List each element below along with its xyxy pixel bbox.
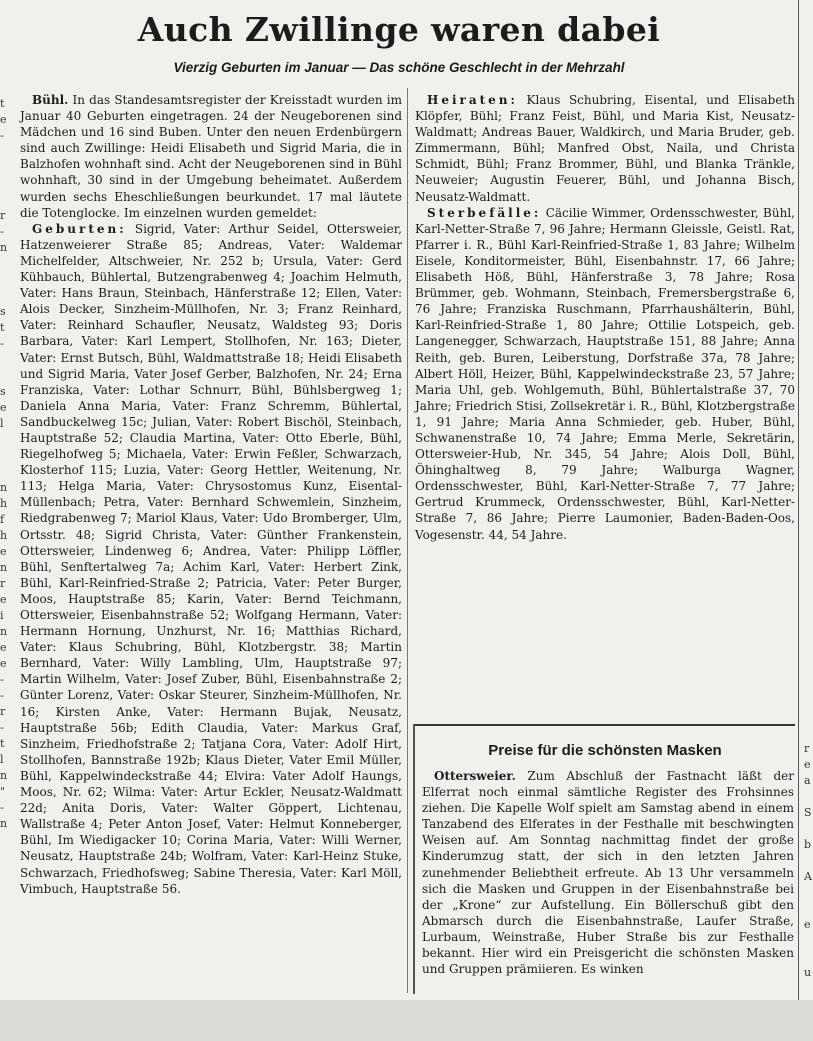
edge-letter: S — [804, 806, 812, 819]
article-column-right — [415, 92, 795, 543]
sidebar-rule-vertical — [413, 724, 415, 994]
edge-letter: e — [0, 113, 7, 126]
edge-letter: b — [804, 838, 812, 851]
births-paragraph — [20, 221, 402, 897]
edge-letter: r — [804, 742, 810, 755]
edge-letter: n — [0, 481, 8, 494]
edge-letter: - — [0, 225, 4, 238]
sidebar-article-title: Preise für die schönsten Masken — [488, 742, 722, 759]
subheadline: Vierzig Geburten im Januar — Das schöne Geschlecht in der Mehrzahl — [173, 60, 625, 75]
deaths-paragraph — [415, 205, 795, 543]
marriages-label: Heiraten: — [427, 93, 518, 107]
edge-letter: e — [0, 593, 7, 606]
edge-letter: r — [0, 705, 6, 718]
edge-letter: - — [0, 801, 4, 814]
edge-letter: f — [0, 513, 5, 526]
edge-letter: u — [804, 966, 812, 979]
edge-letter: h — [0, 497, 8, 510]
sidebar-article-body — [422, 768, 794, 977]
edge-letter: " — [0, 785, 6, 798]
edge-letter: i — [0, 609, 4, 622]
edge-letter: n — [0, 769, 8, 782]
edge-letter: - — [0, 689, 4, 702]
intro-paragraph — [20, 92, 402, 221]
edge-letter: a — [804, 774, 811, 787]
edge-letter: n — [0, 625, 8, 638]
edge-letter: - — [0, 721, 4, 734]
edge-letter: A — [804, 870, 812, 883]
edge-letter: e — [804, 758, 811, 771]
edge-letter: - — [0, 337, 4, 350]
births-text: Sigrid, Vater: Arthur Seidel, Ottersweier, Hatzenweierer Straße 85; Andreas, Vater: Waldemar Michelfelder, Altschweier, Nr. 252 b; Ursula, Vater: Gerd Kühbauch, Bühlertal, Butzengrabenweg 4; Joachim Helmuth, Vater: Hans Braun, Steinbach, Hänferstraße 12; Ellen, Vater: Alois Decker, Sinzheim-Müllhofen, Nr. 3; Franz Reinhard, Vater: Reinhard Schaufler, Neusatz, Waldsteg 93; Doris Barbara, Vater: Karl Lempert, Stollhofen, Nr. 163; Dieter, Vater: Ernst Butsch, Bühl, Waldmattstraße 18; Heidi Elisabeth und Sigrid Maria, Vater Josef Gerber, Balzhofen, Nr. 24; Erna Franziska, Vater: Lothar Schnurr, Bühl, Bühlsbergweg 1; Daniela Anna Maria, Vater: Franz Schremm, Bühlertal, Sandbuckelweg 15c; Julian, Vater: Robert Bischöl, Steinbach, Hauptstraße 52; Claudia Martina, Vater: Otto Eberle, Bühl, Riegelhofweg 5; Michaela, Vater: Erwin Feßler, Schwarzach, Klosterhof 115; Luzia, Vater: Georg Hettler, Weitenung, Nr. 113; Helga Maria, Vater: Chrysostomus Kunz, Eisental-Müllenbach; Petra, Vater: Bernhard Schwemlein, Sinzheim, Riedgrabenweg 7; Mariol Klaus, Vater: Udo Bromberger, Ulm, Ortsstr. 48; Sigrid Christa, Vater: Günther Frankenstein, Ottersweier, Lindenweg 6; Andrea, Vater: Philipp Löffler, Bühl, Senftertalweg 7a; Achim Karl, Vater: Herbert Zink, Bühl, Karl-Reinfried-Straße 2; Patricia, Vater: Peter Burger, Moos, Hauptstraße 85; Karin, Vater: Bernd Teichmann, Ottersweier, Eisenbahnstraße 52; Wolfgang Hermann, Vater: Hermann Hornung, Unzhurst, Nr. 16; Matthias Richard, Vater: Klaus Schubring, Bühl, Klotzbergstr. 38; Martin Bernhard, Vater: Willy Lambling, Ulm, Hauptstraße 97; Martin Wilhelm, Vater: Josef Zuber, Bühl, Eisenbahnstraße 2; Günter Lorenz, Vater: Oskar Steurer, Sinzheim-Müllhofen, Nr. 16; Kirsten Anke, Vater: Hermann Bujak, Neusatz, Hauptstraße 56b; Edith Claudia, Vater: Markus Graf, Sinzheim, Friedhofstraße 2; Tatjana Cora, Vater: Adolf Hirt, Stollhofen, Bannstraße 192b; Klaus Dieter, Vater Emil Müller, Bühl, Kappelwindeckstraße 44; Elvira: Vater Adolf Haungs, Moos, Nr. 62; Wilma: Vater: Artur Eckler, Neusatz-Waldmatt 22d; Anita Doris, Vater: Walter Göppert, Lichtenau, Wallstraße 4; Peter Anton Josef, Vater: Helmut Konneberger, Bühl, Im Wiedigacker 10; Corina Maria, Vater: Willi Werner, Neusatz, Hauptstraße 24b; Wolfram, Vater: Karl-Heinz Stuke, Schwarzach, Friedhofsweg; Sabine Theresia, Vater: Karl Möll, Vimbuch, Hauptstraße 56. — [20, 221, 402, 896]
marriages-text: Klaus Schubring, Eisental, und Elisabeth Klöpfer, Bühl; Franz Feist, Bühl, und Maria Kist, Neusatz-Waldmatt; Andreas Bauer, Waldkirch, und Maria Bruder, geb. Zimmermann, Bühl; Manfred Obst, Naila, und Christa Schmidt, Bühl; Franz Brommer, Bühl, und Blanka Tränkle, Neuweier; Augustin Feuerer, Bühl, und Johanna Bisch, Neusatz-Waldmatt. — [415, 93, 795, 204]
edge-letter: - — [0, 673, 4, 686]
column-divider — [407, 88, 408, 993]
sidebar-rule — [415, 724, 795, 726]
edge-letter: e — [0, 641, 7, 654]
left-edge-fragments — [0, 0, 10, 1000]
edge-letter: l — [0, 417, 4, 430]
edge-letter: h — [0, 529, 8, 542]
edge-letter: s — [0, 305, 6, 318]
edge-letter: e — [0, 657, 7, 670]
births-label: Geburten: — [32, 221, 127, 236]
edge-letter: - — [0, 129, 4, 142]
edge-letter: t — [0, 97, 5, 110]
headline: Auch Zwillinge waren dabei — [137, 10, 661, 49]
edge-letter: t — [0, 737, 5, 750]
edge-letter: l — [0, 753, 4, 766]
marriages-paragraph — [415, 92, 795, 205]
dateline: Bühl. — [32, 93, 69, 107]
edge-letter: s — [0, 385, 6, 398]
edge-letter: n — [0, 817, 8, 830]
sidebar-article-text: Zum Abschluß der Fastnacht läßt der Elferrat noch einmal sämtliche Register des Frohsinnes ziehen. Die Kapelle Wolf spielt am Samstag abend in einem Tanzabend des Elferates in der Festhalle mit beschwingten Weisen auf. Am Sonntag nachmittag findet der große Kinderumzug statt, der sich in den letzten Jahren zunehmender Beliebtheit erfreute. Ab 13 Uhr versammeln sich die Masken und Gruppen in der Eisenbahnstraße bei der „Krone“ zur Aufstellung. Ein Böllerschuß gibt den Abmarsch durch die Eisenbahnstraße, Laufer Straße, Lurbaum, Weinstraße, Huber Straße bis zur Festhalle bekannt. Hier wird ein Preisgericht die schönsten Masken und Gruppen prämiieren. Es winken — [422, 769, 794, 977]
article-column-left — [20, 92, 402, 897]
edge-letter: e — [804, 918, 811, 931]
sidebar-dateline: Ottersweier. — [434, 769, 516, 783]
deaths-text: Cäcilie Wimmer, Ordensschwester, Bühl, Karl-Netter-Straße 7, 96 Jahre; Hermann Gleissle, Geistl. Rat, Pfarrer i. R., Bühl Karl-Reinfried-Straße 1, 83 Jahre; Wilhelm Eisele, Konditormeister, Bühl, Eisenbahnstr. 17, 66 Jahre; Elisabeth Höß, Bühl, Hänferstraße 3, 78 Jahre; Rosa Brümmer, geb. Wohmann, Steinbach, Fremersbergstraße 6, 76 Jahre; Franziska Ruschmann, Pfarrhaushälterin, Bühl, Karl-Reinfried-Straße 1, 80 Jahre; Ottilie Lotspeich, geb. Langenegger, Schwarzach, Hauptstraße 151, 88 Jahre; Anna Reith, geb. Buren, Leiberstung, Dorfstraße 37a, 78 Jahre; Albert Höll, Heizer, Bühl, Kappelwindeckstraße 23, 57 Jahre; Maria Uhl, geb. Wohlgemuth, Bühl, Bühlertalstraße 37, 70 Jahre; Friedrich Stisi, Zollsekretär i. R., Bühl, Klotzbergstraße 1, 91 Jahre; Maria Anna Schmieder, geb. Huber, Bühl, Schwanenstraße 10, 74 Jahre; Emma Merle, Sekretärin, Ottersweier-Hub, Nr. 345, 54 Jahre; Alois Doll, Bühl, Öhinghaltweg 8, 79 Jahre; Walburga Wagner, Ordensschwester, Bühl, Karl-Netter-Straße 7, 77 Jahre; Gertrud Krummeck, Ordensschwester, Bühl, Karl-Netter-Straße 7, 86 Jahre; Pierre Laumonier, Baden-Baden-Oos, Vogesenstr. 44, 54 Jahre. — [415, 205, 795, 542]
intro-text: In das Standesamtsregister der Kreisstadt wurden im Januar 40 Geburten eingetragen. 24 der Neugeborenen sind Mädchen und 16 sind Buben. Unter den neuen Erdenbürgern sind auch Zwillinge: Heidi Elisabeth und Sigrid Maria, die in Balzhofen wohnhaft sind. Acht der Neugeborenen sind in Bühl wohnhaft, 30 sind in der Umgebung beheimatet. Außerdem wurden sechs Eheschließungen beurkundet. 17 mal läutete die Totenglocke. Im einzelnen wurden gemeldet: — [20, 93, 402, 220]
edge-letter: e — [0, 401, 7, 414]
edge-letter: t — [0, 321, 5, 334]
deaths-label: Sterbefälle: — [427, 205, 542, 220]
edge-letter: r — [0, 209, 6, 222]
edge-letter: n — [0, 241, 8, 254]
edge-letter: n — [0, 561, 8, 574]
edge-letter: r — [0, 577, 6, 590]
right-edge-fragments — [798, 0, 813, 1000]
edge-letter: e — [0, 545, 7, 558]
